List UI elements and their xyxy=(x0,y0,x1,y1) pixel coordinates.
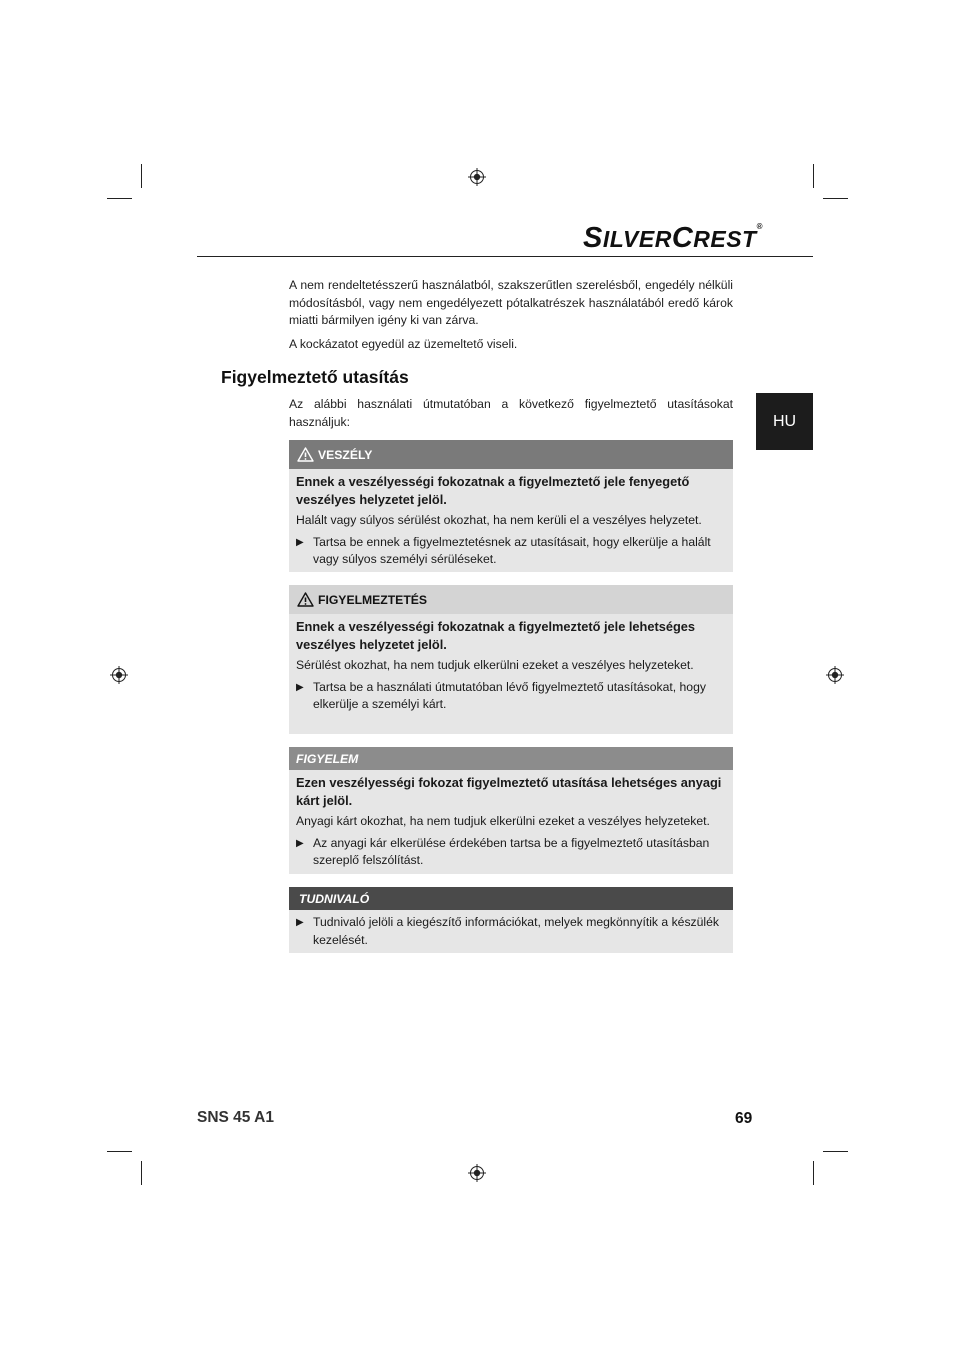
warning-box-text: Sérülést okozhat, ha nem tudjuk elkerülni ezeket a veszélyes helyzeteket. xyxy=(296,658,694,672)
attention-box-bullet-text: Az anyagi kár elkerülése érdekében tartsa be a figyelmeztető utasításban szereplő felszólítást. xyxy=(313,835,710,867)
crop-mark xyxy=(823,198,848,199)
warning-box-bold: Ennek a veszélyességi fokozatnak a figyelmeztető jele lehetséges veszélyes helyzetet jelöl. xyxy=(296,619,696,652)
warning-box-title: FIGYELMEZTETÉS xyxy=(318,592,428,607)
crop-mark xyxy=(107,1151,132,1152)
danger-box-title: VESZÉLY xyxy=(318,447,373,462)
danger-box-header xyxy=(289,440,733,469)
crop-mark xyxy=(823,1151,848,1152)
attention-box-header xyxy=(289,747,733,770)
note-box-body xyxy=(289,910,733,953)
attention-box xyxy=(289,747,733,874)
intro-paragraph: A nem rendeltetésszerű használatból, szakszerűtlen szerelésből, engedély nélküli módosításból, vagy nem engedélyezett pótalkatrészek használatából eredő károk miatti bármilyen igény ki van zárva. xyxy=(289,278,733,327)
bullet-arrow-icon: ▶ xyxy=(296,681,304,693)
attention-box-text: Anyagi kárt okozhat, ha nem tudjuk elkerülni ezeket a veszélyes helyzeteket. xyxy=(296,814,710,828)
page-number: 69 xyxy=(735,1110,753,1127)
registration-mark-icon xyxy=(468,168,486,186)
danger-box-bold: Ennek a veszélyességi fokozatnak a figyelmeztető jele fenyegető veszélyes helyzetet jelöl. xyxy=(296,474,690,507)
warning-box-header xyxy=(289,585,733,614)
crop-mark xyxy=(107,198,132,199)
attention-box-bullet xyxy=(296,835,725,870)
attention-box-body xyxy=(289,770,733,874)
bullet-arrow-icon: ▶ xyxy=(296,837,304,849)
note-box-bullet xyxy=(296,914,725,949)
intro-paragraph: A kockázatot egyedül az üzemeltető viseli. xyxy=(289,337,518,351)
registration-mark-icon xyxy=(110,666,128,684)
note-box-header xyxy=(289,887,733,910)
warning-box-bullet-text: Tartsa be a használati útmutatóban lévő figyelmeztető utasításokat, hogy elkerülje a személyi kárt. xyxy=(313,679,706,711)
bullet-arrow-icon: ▶ xyxy=(296,536,304,548)
registration-mark-icon xyxy=(468,1164,486,1182)
warning-box-body xyxy=(289,614,733,734)
attention-box-bold: Ezen veszélyességi fokozat figyelmeztető utasítása lehetséges anyagi kárt jelöl. xyxy=(296,775,722,808)
language-tab: HU xyxy=(756,393,813,450)
danger-box-bullet-text: Tartsa be ennek a figyelmeztetésnek az utasításait, hogy elkerülje a halált vagy súlyos személyi sérüléseket. xyxy=(313,534,711,566)
section-title: Figyelmeztető utasítás xyxy=(221,367,409,387)
registration-mark-icon xyxy=(826,666,844,684)
danger-box-text: Halált vagy súlyos sérülést okozhat, ha nem kerüli el a veszélyes helyzetet. xyxy=(296,513,702,527)
danger-box-bullet xyxy=(296,534,725,569)
note-box xyxy=(289,887,733,953)
danger-box-body xyxy=(289,469,733,572)
danger-box xyxy=(289,440,733,572)
brand-logo: SILVERCREST® xyxy=(583,222,764,254)
warning-box xyxy=(289,585,733,734)
warning-triangle-icon xyxy=(297,447,314,462)
note-box-title: TUDNIVALÓ xyxy=(299,891,370,906)
footer-model: SNS 45 A1 xyxy=(197,1109,274,1126)
crop-mark xyxy=(141,1161,142,1185)
section-lead: Az alábbi használati útmutatóban a következő figyelmeztető utasításokat használjuk: xyxy=(289,397,733,429)
warning-box-bullet xyxy=(296,679,725,714)
header-divider xyxy=(197,256,813,257)
crop-mark xyxy=(141,164,142,188)
warning-triangle-icon xyxy=(297,592,314,607)
attention-box-title: FIGYELEM xyxy=(296,751,359,766)
crop-mark xyxy=(813,164,814,188)
crop-mark xyxy=(813,1161,814,1185)
note-box-bullet-text: Tudnivaló jelöli a kiegészítő információkat, melyek megkönnyítik a készülék kezelését. xyxy=(313,915,719,947)
bullet-arrow-icon: ▶ xyxy=(296,917,304,928)
